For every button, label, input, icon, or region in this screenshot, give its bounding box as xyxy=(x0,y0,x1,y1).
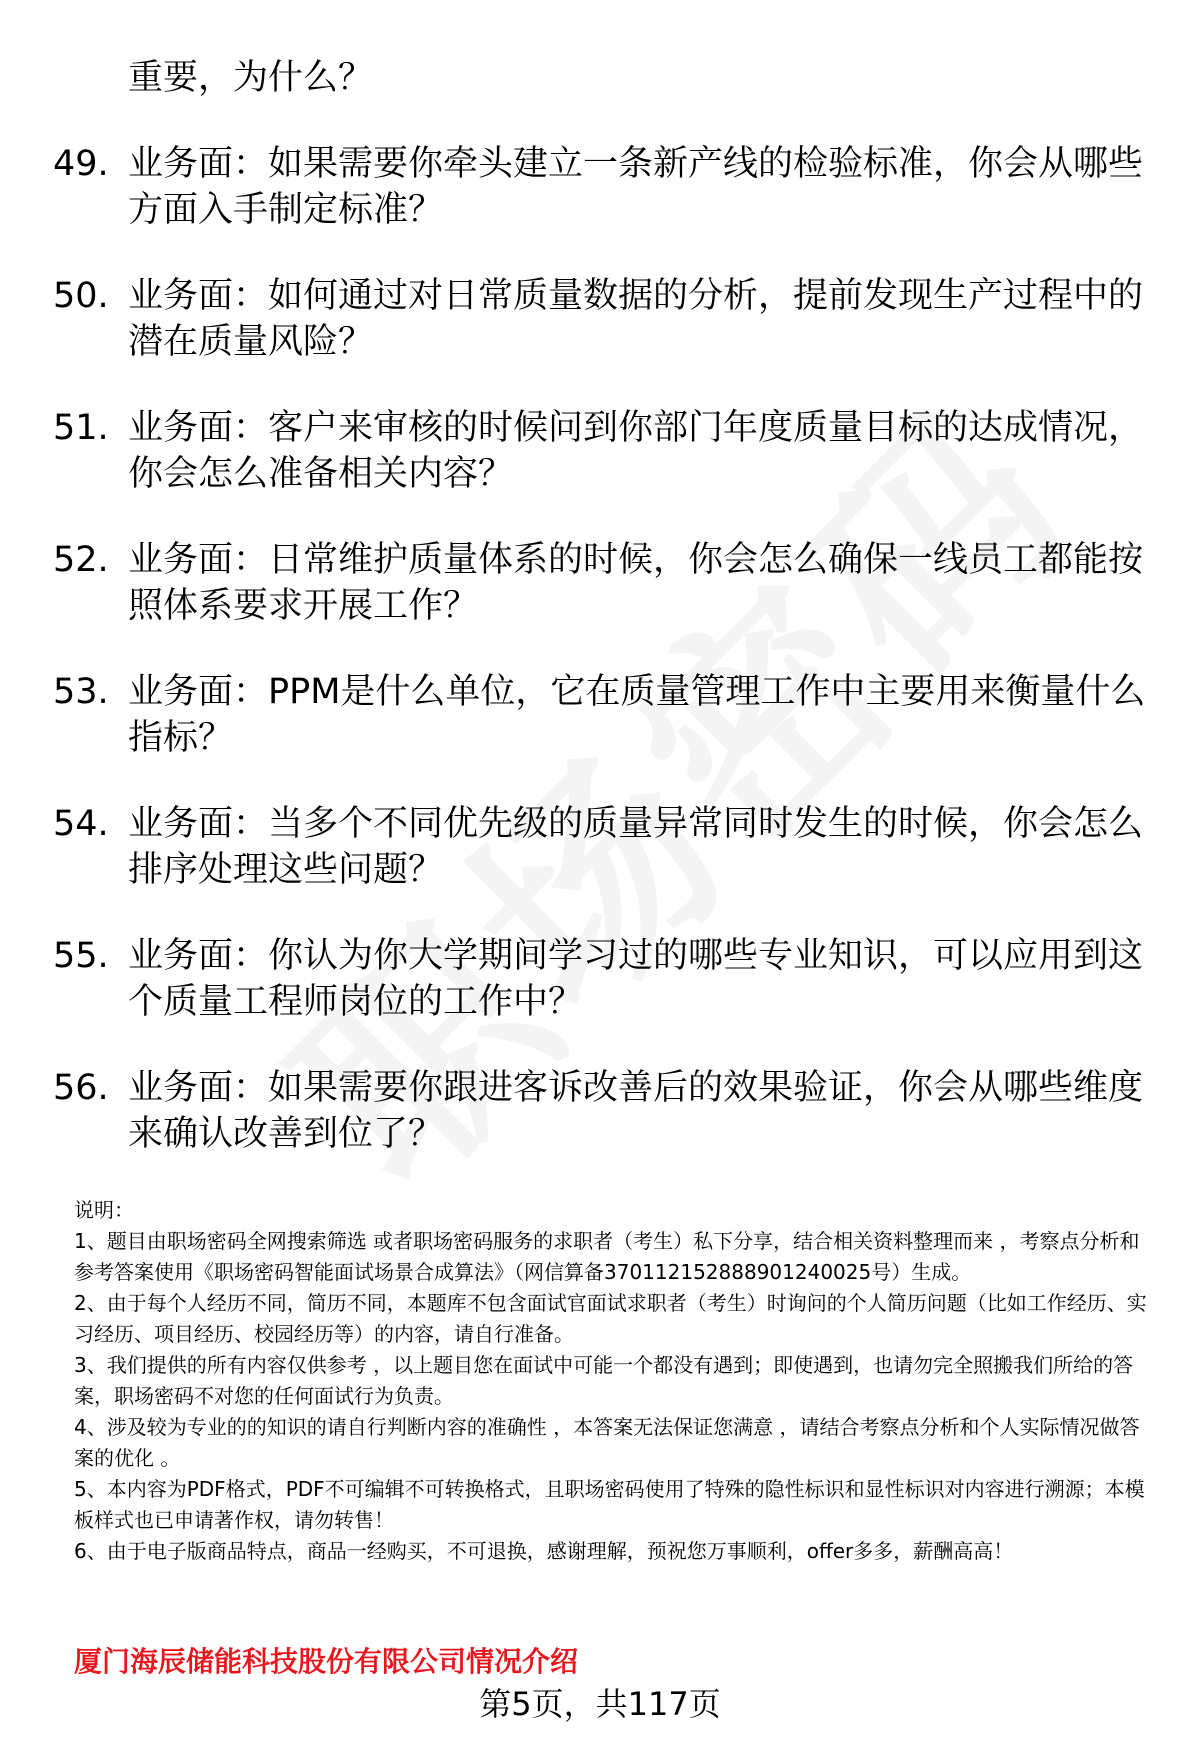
page-number: 第5页，共117页 xyxy=(479,1685,721,1723)
question-text: 业务面：你认为你大学期间学习过的哪些专业知识，可以应用到这个质量工程师岗位的工作中？ xyxy=(128,936,1144,1022)
question-number: 54. xyxy=(53,804,109,844)
question-number: 50. xyxy=(53,276,109,316)
question-item xyxy=(0,933,1200,1025)
question-number: 52. xyxy=(53,540,109,580)
question-text: 业务面：客户来审核的时候问到你部门年度质量目标的达成情况，你会怎么准备相关内容？ xyxy=(128,408,1144,494)
question-list xyxy=(0,55,1200,1157)
question-text: 业务面：如果需要你跟进客诉改善后的效果验证，你会从哪些维度来确认改善到位了？ xyxy=(128,1068,1144,1154)
question-number: 53. xyxy=(53,672,109,712)
note-item: 1、题目由职场密码全网搜索筛选 或者职场密码服务的求职者（考生）私下分享，结合相关资料整理而来 ，考察点分析和参考答案使用《职场密码智能面试场景合成算法》（网信算备370112152888901240025号）生成。 xyxy=(74,1229,1140,1284)
company-intro-link[interactable]: 厦门海辰储能科技股份有限公司情况介绍 xyxy=(74,1645,579,1678)
question-item xyxy=(0,537,1200,629)
question-number: 51. xyxy=(53,408,109,448)
question-continuation: 重要，为什么？ xyxy=(128,58,374,98)
question-item xyxy=(0,1065,1200,1157)
question-item xyxy=(0,669,1200,761)
question-item xyxy=(0,801,1200,893)
question-item xyxy=(0,141,1200,233)
note-item: 3、我们提供的所有内容仅供参考 ，以上题目您在面试中可能一个都没有遇到；即使遇到，也请勿完全照搬我们所给的答案，职场密码不对您的任何面试行为负责。 xyxy=(74,1353,1134,1408)
question-text: 业务面：如果需要你牵头建立一条新产线的检验标准，你会从哪些方面入手制定标准？ xyxy=(128,144,1144,230)
question-text: 业务面：PPM是什么单位，它在质量管理工作中主要用来衡量什么指标？ xyxy=(128,672,1146,758)
note-item: 4、涉及较为专业的的知识的请自行判断内容的准确性 ，本答案无法保证您满意 ，请结合考察点分析和个人实际情况做答案的优化 。 xyxy=(74,1415,1140,1470)
question-text: 业务面：日常维护质量体系的时候，你会怎么确保一线员工都能按照体系要求开展工作？ xyxy=(128,540,1144,626)
note-item: 5、本内容为PDF格式，PDF不可编辑不可转换格式，且职场密码使用了特殊的隐性标识和显性标识对内容进行溯源；本模板样式也已申请著作权，请勿转售！ xyxy=(74,1477,1145,1532)
question-number: 56. xyxy=(53,1068,109,1108)
question-item xyxy=(0,405,1200,497)
question-text: 业务面：如何通过对日常质量数据的分析，提前发现生产过程中的潜在质量风险？ xyxy=(128,276,1144,362)
notes-section xyxy=(74,1195,1154,1567)
note-item: 6、由于电子版商品特点，商品一经购买，不可退换，感谢理解，预祝您万事顺利，offer多多，薪酬高高！ xyxy=(74,1539,1014,1563)
question-text: 业务面：当多个不同优先级的质量异常同时发生的时候，你会怎么排序处理这些问题？ xyxy=(128,804,1144,890)
question-number: 55. xyxy=(53,936,109,976)
question-item xyxy=(0,273,1200,365)
note-item: 2、由于每个人经历不同，简历不同，本题库不包含面试官面试求职者（考生）时询问的个人简历问题（比如工作经历、实习经历、项目经历、校园经历等）的内容，请自行准备。 xyxy=(74,1291,1147,1346)
notes-title: 说明： xyxy=(74,1198,134,1222)
question-number: 49. xyxy=(53,144,109,184)
